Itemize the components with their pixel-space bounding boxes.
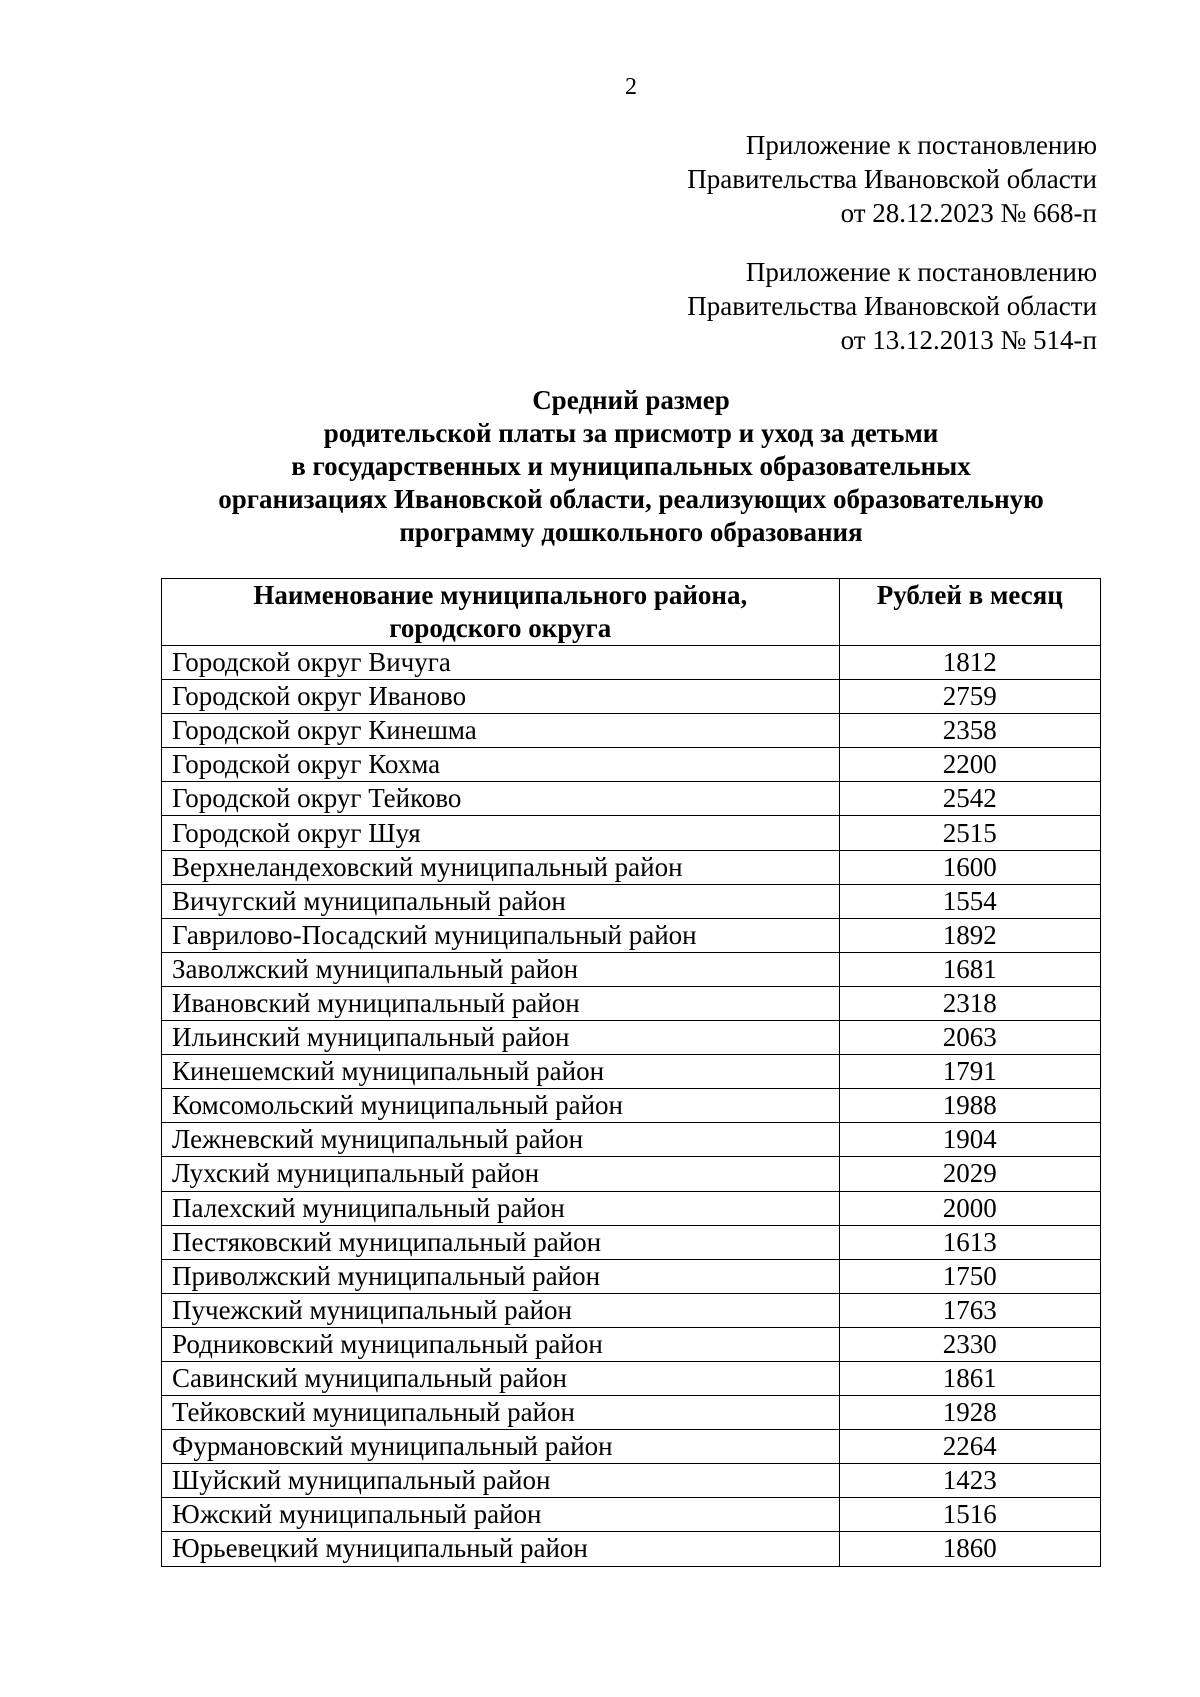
district-name-cell: Гаврилово-Посадский муниципальный район bbox=[162, 918, 840, 952]
monthly-fee-cell: 2542 bbox=[839, 782, 1100, 816]
table-row bbox=[162, 1259, 1101, 1293]
monthly-fee-cell: 1423 bbox=[839, 1464, 1100, 1498]
title-line5: программу дошкольного образования bbox=[399, 517, 863, 547]
appendix-original-line1: Приложение к постановлению bbox=[745, 257, 1097, 287]
appendix-current-line1: Приложение к постановлению bbox=[745, 130, 1097, 160]
table-row bbox=[162, 748, 1101, 782]
table-row bbox=[162, 850, 1101, 884]
district-name-cell: Городской округ Шуя bbox=[162, 816, 840, 850]
appendix-original-line3: от 13.12.2013 № 514-п bbox=[840, 325, 1097, 355]
appendix-current-line2: Правительства Ивановской области bbox=[687, 164, 1097, 194]
title-line2: родительской платы за присмотр и уход за детьми bbox=[323, 418, 939, 448]
table-row bbox=[162, 918, 1101, 952]
table-row bbox=[162, 1021, 1101, 1055]
district-name-cell: Вичугский муниципальный район bbox=[162, 884, 840, 918]
district-name-cell: Заволжский муниципальный район bbox=[162, 952, 840, 986]
monthly-fee-cell: 1860 bbox=[839, 1532, 1100, 1566]
header-name-line1: Наименование муниципального района, bbox=[253, 580, 748, 610]
monthly-fee-cell: 2515 bbox=[839, 816, 1100, 850]
table-row bbox=[162, 1293, 1101, 1327]
appendix-header-original bbox=[687, 255, 1097, 357]
district-name-cell: Верхнеландеховский муниципальный район bbox=[162, 850, 840, 884]
table-row bbox=[162, 952, 1101, 986]
monthly-fee-cell: 2200 bbox=[839, 748, 1100, 782]
title-line1: Средний размер bbox=[532, 385, 730, 415]
district-name-cell: Палехский муниципальный район bbox=[162, 1191, 840, 1225]
table-row bbox=[162, 1225, 1101, 1259]
title-line3: в государственных и муниципальных образовательных bbox=[291, 451, 971, 481]
header-name-cell bbox=[162, 579, 840, 646]
table-row bbox=[162, 1055, 1101, 1089]
district-name-cell: Кинешемский муниципальный район bbox=[162, 1055, 840, 1089]
title-line4: организациях Ивановской области, реализующих образовательную bbox=[218, 484, 1044, 514]
monthly-fee-cell: 1681 bbox=[839, 952, 1100, 986]
district-name-cell: Комсомольский муниципальный район bbox=[162, 1089, 840, 1123]
table-row bbox=[162, 1464, 1101, 1498]
table-row bbox=[162, 1327, 1101, 1361]
table-row bbox=[162, 782, 1101, 816]
district-name-cell: Городской округ Тейково bbox=[162, 782, 840, 816]
table-row bbox=[162, 680, 1101, 714]
monthly-fee-cell: 1812 bbox=[839, 646, 1100, 680]
monthly-fee-cell: 2358 bbox=[839, 714, 1100, 748]
table-row bbox=[162, 1123, 1101, 1157]
monthly-fee-cell: 2264 bbox=[839, 1430, 1100, 1464]
district-name-cell: Тейковский муниципальный район bbox=[162, 1396, 840, 1430]
table-row bbox=[162, 986, 1101, 1020]
table-row bbox=[162, 1191, 1101, 1225]
district-name-cell: Городской округ Вичуга bbox=[162, 646, 840, 680]
district-name-cell: Южский муниципальный район bbox=[162, 1498, 840, 1532]
monthly-fee-cell: 1988 bbox=[839, 1089, 1100, 1123]
page-number: 2 bbox=[625, 74, 637, 100]
table-row bbox=[162, 1089, 1101, 1123]
table-row bbox=[162, 714, 1101, 748]
monthly-fee-cell: 1613 bbox=[839, 1225, 1100, 1259]
district-name-cell: Лежневский муниципальный район bbox=[162, 1123, 840, 1157]
table-row bbox=[162, 884, 1101, 918]
monthly-fee-cell: 1861 bbox=[839, 1361, 1100, 1395]
monthly-fee-cell: 2029 bbox=[839, 1157, 1100, 1191]
district-name-cell: Савинский муниципальный район bbox=[162, 1361, 840, 1395]
monthly-fee-cell: 2318 bbox=[839, 986, 1100, 1020]
district-name-cell: Ильинский муниципальный район bbox=[162, 1021, 840, 1055]
appendix-current-line3: от 28.12.2023 № 668-п bbox=[840, 198, 1097, 228]
district-name-cell: Фурмановский муниципальный район bbox=[162, 1430, 840, 1464]
fee-table-header bbox=[162, 579, 1101, 646]
monthly-fee-cell: 1516 bbox=[839, 1498, 1100, 1532]
monthly-fee-cell: 1600 bbox=[839, 850, 1100, 884]
district-name-cell: Родниковский муниципальный район bbox=[162, 1327, 840, 1361]
header-value-cell: Рублей в месяц bbox=[839, 579, 1100, 646]
table-row bbox=[162, 646, 1101, 680]
table-row bbox=[162, 816, 1101, 850]
district-name-cell: Пучежский муниципальный район bbox=[162, 1293, 840, 1327]
document-title bbox=[0, 384, 1200, 549]
monthly-fee-cell: 1892 bbox=[839, 918, 1100, 952]
district-name-cell: Ивановский муниципальный район bbox=[162, 986, 840, 1020]
monthly-fee-cell: 1791 bbox=[839, 1055, 1100, 1089]
district-name-cell: Лухский муниципальный район bbox=[162, 1157, 840, 1191]
district-name-cell: Городской округ Кохма bbox=[162, 748, 840, 782]
district-name-cell: Шуйский муниципальный район bbox=[162, 1464, 840, 1498]
table-row bbox=[162, 1430, 1101, 1464]
monthly-fee-cell: 2759 bbox=[839, 680, 1100, 714]
monthly-fee-cell: 1554 bbox=[839, 884, 1100, 918]
monthly-fee-cell: 2063 bbox=[839, 1021, 1100, 1055]
district-name-cell: Юрьевецкий муниципальный район bbox=[162, 1532, 840, 1566]
fee-table bbox=[161, 578, 1101, 1567]
table-row bbox=[162, 1532, 1101, 1566]
table-row bbox=[162, 1498, 1101, 1532]
table-row bbox=[162, 1157, 1101, 1191]
monthly-fee-cell: 2330 bbox=[839, 1327, 1100, 1361]
district-name-cell: Пестяковский муниципальный район bbox=[162, 1225, 840, 1259]
fee-table-body bbox=[162, 646, 1101, 1567]
monthly-fee-cell: 1928 bbox=[839, 1396, 1100, 1430]
district-name-cell: Приволжский муниципальный район bbox=[162, 1259, 840, 1293]
monthly-fee-cell: 1750 bbox=[839, 1259, 1100, 1293]
monthly-fee-cell: 1763 bbox=[839, 1293, 1100, 1327]
table-row bbox=[162, 1361, 1101, 1395]
header-row bbox=[162, 579, 1101, 646]
monthly-fee-cell: 1904 bbox=[839, 1123, 1100, 1157]
district-name-cell: Городской округ Кинешма bbox=[162, 714, 840, 748]
appendix-original-line2: Правительства Ивановской области bbox=[687, 291, 1097, 321]
district-name-cell: Городской округ Иваново bbox=[162, 680, 840, 714]
monthly-fee-cell: 2000 bbox=[839, 1191, 1100, 1225]
header-name-line2: городского округа bbox=[389, 613, 612, 643]
table-row bbox=[162, 1396, 1101, 1430]
appendix-header-current bbox=[687, 128, 1097, 230]
